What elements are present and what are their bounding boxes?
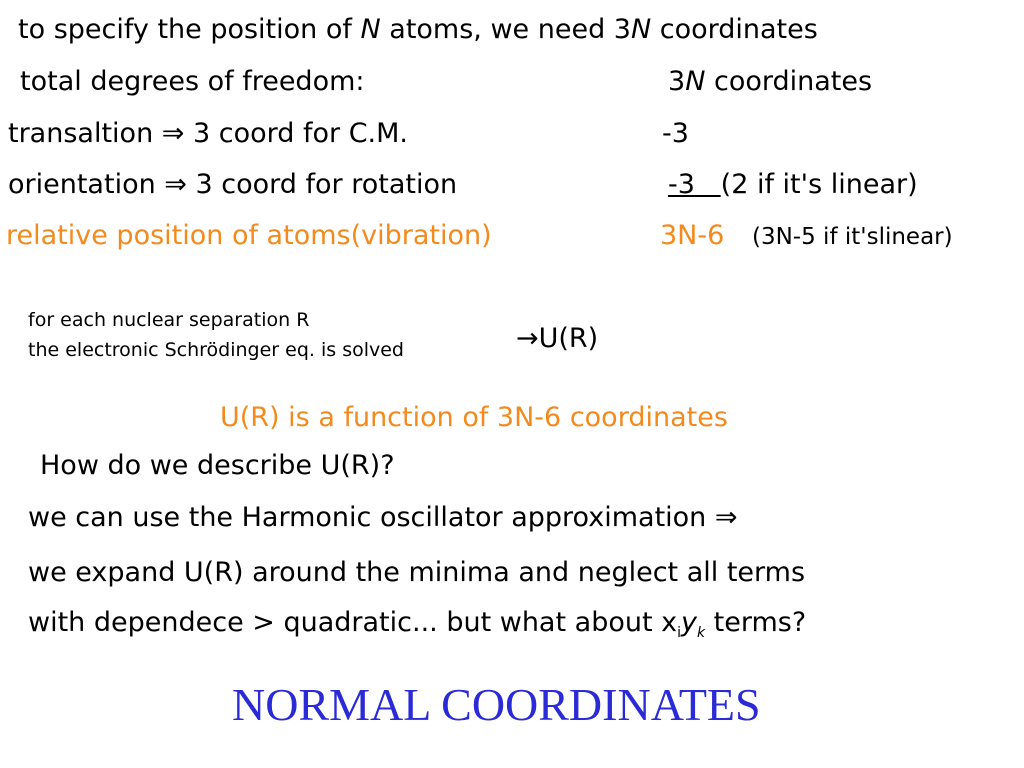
dof-value-prefix: 3: [668, 66, 686, 97]
function-statement: U(R) is a function of 3N-6 coordinates: [220, 402, 728, 433]
separation-result-text: U(R): [538, 323, 599, 354]
implies-arrow-icon: ⇒: [714, 502, 738, 533]
implies-arrow-icon: ⇒: [161, 118, 185, 149]
intro-n: N: [360, 14, 381, 45]
dependence-y: y: [681, 607, 697, 638]
dof-value-n: N: [685, 66, 706, 97]
translation-line: [8, 120, 408, 147]
orientation-line: [8, 171, 457, 198]
intro-mid: atoms, we need 3: [380, 14, 631, 45]
orientation-note: (2 if it's linear): [720, 169, 918, 200]
dependence-prefix: with dependece > quadratic... but what about x: [28, 607, 678, 638]
subscript-i: i: [677, 625, 681, 641]
separation-line-a: for each nuclear separation R: [28, 309, 310, 331]
orientation-value: [668, 169, 721, 200]
intro-line: [18, 16, 818, 43]
translation-text: 3 coord for C.M.: [193, 118, 409, 149]
orientation-value-text: -3: [668, 169, 695, 200]
translation-label: transaltion: [8, 118, 154, 149]
subscript-k: k: [696, 625, 706, 641]
intro-prefix: to specify the position of: [18, 14, 361, 45]
vibration-label: relative position of atoms(vibration): [6, 220, 492, 251]
intro-n2: N: [630, 14, 652, 45]
separation-line-b: the electronic Schrödinger eq. is solved: [28, 339, 404, 361]
orientation-value-group: [668, 171, 918, 198]
dependence-line: [28, 609, 806, 640]
harmonic-line: [28, 504, 738, 531]
orientation-value-pad: [695, 169, 721, 200]
harmonic-text: we can use the Harmonic oscillator approximation: [28, 502, 707, 533]
right-arrow-icon: →: [516, 323, 539, 354]
expand-line: we expand U(R) around the minima and neglect all terms: [28, 557, 806, 588]
separation-result: [516, 325, 598, 352]
dof-value: [668, 68, 872, 95]
question-line: How do we describe U(R)?: [40, 450, 395, 481]
orientation-label: orientation: [8, 169, 156, 200]
dof-label: total degrees of freedom:: [20, 66, 365, 97]
vibration-note: (3N-5 if it'slinear): [752, 224, 953, 250]
implies-arrow-icon: ⇒: [164, 169, 187, 200]
dof-value-suffix: coordinates: [705, 66, 873, 97]
translation-value: -3: [662, 118, 689, 149]
orientation-text: 3 coord for rotation: [195, 169, 458, 200]
normal-coordinates-title: NORMAL COORDINATES: [232, 679, 761, 730]
dependence-suffix: terms?: [705, 607, 807, 638]
vibration-value: 3N-6: [660, 220, 725, 251]
intro-suffix: coordinates: [651, 14, 818, 45]
